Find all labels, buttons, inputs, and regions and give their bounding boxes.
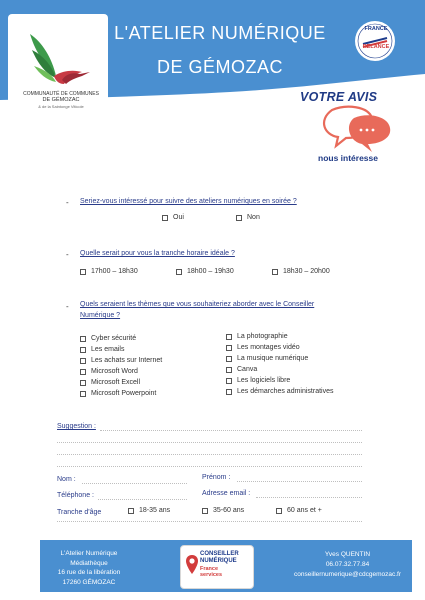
speech-bubbles-icon xyxy=(306,104,394,154)
contact-email[interactable]: conseillernumerique@cdcgemozac.fr xyxy=(293,571,402,578)
footer-contact xyxy=(285,550,410,580)
checkbox[interactable] xyxy=(176,269,182,275)
votre-avis-subtitle: nous intéresse xyxy=(318,153,378,163)
q2-option-2[interactable]: 18h00 – 19h30 xyxy=(176,268,234,275)
checkbox[interactable] xyxy=(80,347,86,353)
checkbox[interactable] xyxy=(236,215,242,221)
logo-line3: & de la Saintonge Viticole xyxy=(38,104,84,109)
q2-dash: - xyxy=(66,250,69,259)
checkbox[interactable] xyxy=(226,367,232,373)
checkbox[interactable] xyxy=(226,389,232,395)
nom-field[interactable] xyxy=(82,483,187,484)
footer-address xyxy=(44,549,134,587)
checkbox[interactable] xyxy=(80,336,86,342)
logo-line2: DE GÉMOZAC xyxy=(42,97,80,103)
q3-dash: - xyxy=(66,302,69,311)
checkbox[interactable] xyxy=(226,378,232,384)
q3-text-line1: Quels seraient les thèmes que vous souhaiteriez aborder avec le Conseiller xyxy=(80,301,315,308)
q3-option-canva[interactable]: Canva xyxy=(226,366,257,373)
checkbox[interactable] xyxy=(80,358,86,364)
title-line2: DE GÉMOZAC xyxy=(156,57,283,77)
q3-text-line2: Numérique ? xyxy=(80,312,121,319)
suggestion-line-4[interactable] xyxy=(57,466,362,467)
checkbox[interactable] xyxy=(80,391,86,397)
footer-address-line: 17260 GÉMOZAC xyxy=(62,578,116,586)
cn-logo-line1: CONSEILLER xyxy=(200,551,239,557)
logo-line1: COMMUNAUTÉ DE COMMUNES xyxy=(23,91,99,97)
q3-option-achats[interactable]: Les achats sur Internet xyxy=(80,357,162,364)
q3-option-photographie[interactable]: La photographie xyxy=(226,333,288,340)
suggestion-line-3[interactable] xyxy=(57,454,362,455)
q1-dash: - xyxy=(66,198,69,207)
age-option-60-plus[interactable]: 60 ans et + xyxy=(276,507,322,514)
badge-top-text: FRANCE xyxy=(364,26,388,32)
cn-logo-line2: NUMÉRIQUE xyxy=(200,558,237,564)
suggestion-line-1[interactable] xyxy=(100,430,362,431)
footer-address-line: Médiathèque xyxy=(70,559,108,567)
checkbox[interactable] xyxy=(128,508,134,514)
q3-option-word[interactable]: Microsoft Word xyxy=(80,368,138,375)
q3-option-logiciels-libre[interactable]: Les logiciels libre xyxy=(226,377,290,384)
q3-option-demarches[interactable]: Les démarches administratives xyxy=(226,388,334,395)
q3-option-cyber-securite[interactable]: Cyber sécurité xyxy=(80,335,136,342)
suggestion-line-2[interactable] xyxy=(57,442,362,443)
checkbox[interactable] xyxy=(226,356,232,362)
contact-name: Yves QUENTIN xyxy=(324,551,371,558)
checkbox[interactable] xyxy=(80,269,86,275)
checkbox[interactable] xyxy=(226,334,232,340)
tranche-age-label: Tranche d'âge xyxy=(57,509,102,516)
age-option-18-35[interactable]: 18-35 ans xyxy=(128,507,170,514)
q3-option-powerpoint[interactable]: Microsoft Powerpoint xyxy=(80,390,156,397)
telephone-label: Téléphone : xyxy=(57,492,94,499)
q3-option-excel[interactable]: Microsoft Excell xyxy=(80,379,140,386)
q2-option-3[interactable]: 18h30 – 20h00 xyxy=(272,268,330,275)
q2-text: Quelle serait pour vous la tranche horaire idéale ? xyxy=(80,250,235,257)
checkbox[interactable] xyxy=(162,215,168,221)
q3-option-montages-video[interactable]: Les montages vidéo xyxy=(226,344,300,351)
form-bottom-line xyxy=(57,521,362,522)
email-field[interactable] xyxy=(256,497,362,498)
checkbox[interactable] xyxy=(80,380,86,386)
age-option-35-60[interactable]: 35-60 ans xyxy=(202,507,244,514)
q1-text: Seriez-vous intéressé pour suivre des ateliers numériques en soirée ? xyxy=(80,198,297,205)
cn-logo-line3: France xyxy=(200,566,219,572)
badge-bottom-text: RELANCE xyxy=(362,44,390,50)
cn-logo-line4: services xyxy=(200,572,223,578)
votre-avis-title: VOTRE AVIS xyxy=(300,90,378,104)
contact-phone: 06.07.32.77.84 xyxy=(325,561,370,568)
q2-option-1[interactable]: 17h00 – 18h30 xyxy=(80,268,138,275)
prenom-field[interactable] xyxy=(237,481,362,482)
telephone-field[interactable] xyxy=(98,499,187,500)
checkbox[interactable] xyxy=(80,369,86,375)
location-pin-icon xyxy=(185,554,199,576)
checkbox[interactable] xyxy=(202,508,208,514)
q3-option-emails[interactable]: Les emails xyxy=(80,346,124,353)
q1-option-oui[interactable]: Oui xyxy=(162,214,184,221)
suggestion-label: Suggestion : xyxy=(57,423,96,430)
q3-option-musique[interactable]: La musique numérique xyxy=(226,355,308,362)
adresse-email-label: Adresse email : xyxy=(202,490,251,497)
checkbox[interactable] xyxy=(276,508,282,514)
footer-address-line: 16 rue de la libération xyxy=(57,569,121,576)
q1-option-non[interactable]: Non xyxy=(236,214,260,221)
checkbox[interactable] xyxy=(272,269,278,275)
footer-address-line: L'Atelier Numérique xyxy=(60,550,118,557)
checkbox[interactable] xyxy=(226,345,232,351)
title-line1: L'ATELIER NUMÉRIQUE xyxy=(114,23,326,43)
nom-label: Nom : xyxy=(57,476,76,483)
prenom-label: Prénom : xyxy=(202,474,231,481)
